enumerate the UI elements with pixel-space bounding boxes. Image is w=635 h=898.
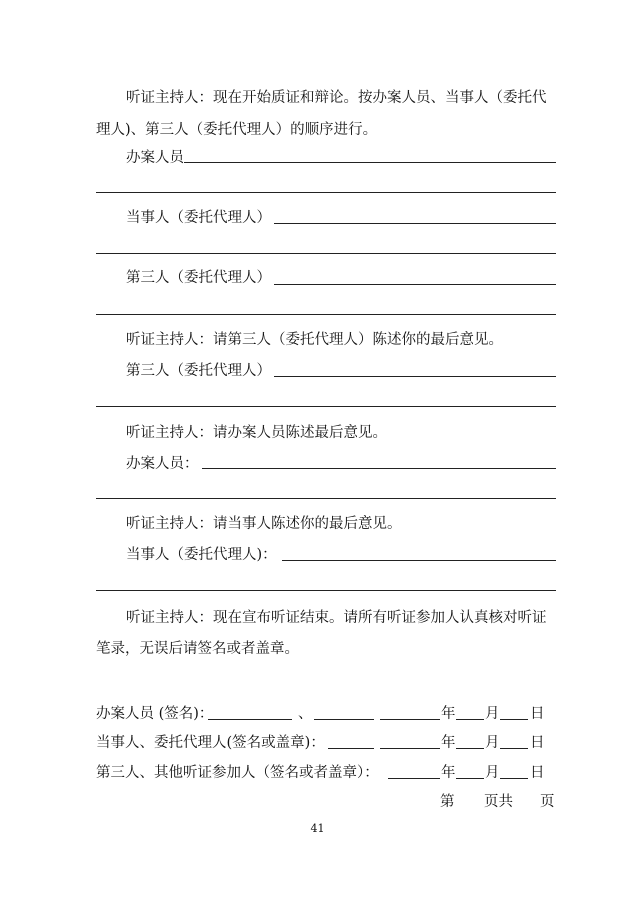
officer-date-year[interactable] [380,719,440,720]
final-party-prompt: 听证主持人：请当事人陈述你的最后意见。 [126,516,402,532]
officer-signature-1[interactable] [208,719,292,720]
final-party-field-line-2[interactable] [96,590,556,591]
officer-date-month[interactable] [456,719,484,720]
party-date-day[interactable] [500,748,528,749]
case-officer-field[interactable] [184,162,556,163]
officer-date-day[interactable] [500,719,528,720]
final-officer-field-line-2[interactable] [96,498,556,499]
third-party-label: 第三人（委托代理人） [126,270,271,286]
page-counter-ye: 页 [540,794,555,810]
party-label: 当事人（委托代理人） [126,210,271,226]
party-date-year[interactable] [380,748,440,749]
final-officer-prompt: 听证主持人：请办案人员陈述最后意见。 [126,425,387,441]
page-counter-di: 第 [440,794,455,810]
party-month-label: 月 [485,735,500,751]
officer-year-label: 年 [441,706,456,722]
third-year-label: 年 [441,765,456,781]
third-date-year[interactable] [388,778,440,779]
page-number: 41 [310,822,325,835]
party-day-label: 日 [530,735,545,751]
third-day-label: 日 [530,765,545,781]
case-officer-field-line-2[interactable] [96,192,556,193]
closing-line-2: 笔录，无误后请签名或者盖章。 [96,641,299,657]
party-field[interactable] [274,223,556,224]
party-signature-label: 当事人、委托代理人(签名或盖章)： [96,735,325,751]
third-signature-label: 第三人、其他听证参加人（签名或者盖章）： [96,765,379,781]
final-third-prompt: 听证主持人：请第三人（委托代理人）陈述你的最后意见。 [126,332,503,348]
officer-signature-label: 办案人员 (签名)： [96,706,214,722]
intro-line-2: 理人)、第三人（委托代理人）的顺序进行。 [96,122,378,138]
final-third-field[interactable] [274,376,556,377]
officer-month-label: 月 [485,706,500,722]
third-date-day[interactable] [500,778,528,779]
third-party-field[interactable] [274,284,556,285]
party-field-line-2[interactable] [96,253,556,254]
final-officer-label: 办案人员： [126,456,199,472]
third-date-month[interactable] [456,778,484,779]
final-third-field-line-2[interactable] [96,406,556,407]
page-counter-ye-gong: 页共 [484,794,513,810]
officer-signature-separator: 、 [298,706,313,722]
party-year-label: 年 [441,735,456,751]
final-third-label: 第三人（委托代理人） [126,363,271,379]
party-date-month[interactable] [456,748,484,749]
intro-line-1: 听证主持人：现在开始质证和辩论。按办案人员、当事人（委托代 [126,90,547,106]
third-month-label: 月 [485,765,500,781]
case-officer-label: 办案人员 [126,150,184,166]
officer-signature-2[interactable] [314,719,374,720]
party-signature[interactable] [328,748,374,749]
final-officer-field[interactable] [202,468,556,469]
final-party-field[interactable] [282,560,556,561]
third-party-field-line-2[interactable] [96,314,556,315]
officer-day-label: 日 [530,706,545,722]
closing-line-1: 听证主持人：现在宣布听证结束。请所有听证参加人认真核对听证 [126,610,547,626]
final-party-label: 当事人（委托代理人)： [126,547,277,563]
